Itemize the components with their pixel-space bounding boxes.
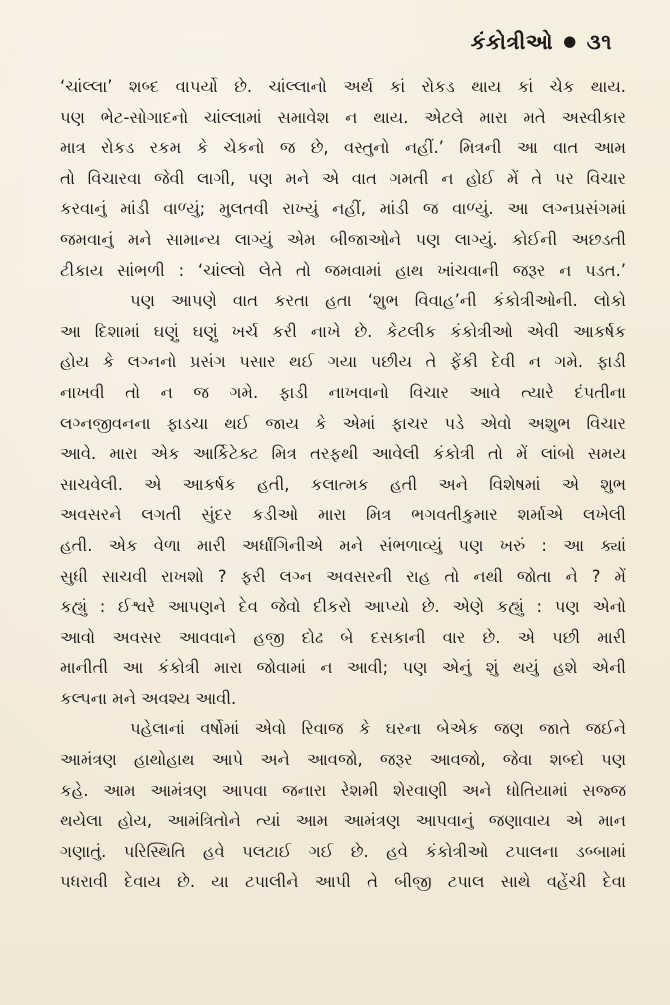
text-line: જમવાનું મને સામાન્ય લાગ્યું એમ બીજાઓને પણ લાગ્યું. કોઈની અછડતી [60, 229, 626, 249]
text-line: સુધી સાચવી રાખશો ? ફરી લગ્ન અવસરની રાહ તો નથી જોતા ને ? મેં [60, 566, 626, 586]
text-line: પધરાવી દેવાય છે. યા ટપાલીને આપી તે બીજી ટપાલ સાથે વહેંચી દેવા [60, 872, 626, 892]
text-line: ગણાતું. પરિસ્થિતિ હવે પલટાઈ ગઈ છે. હવે કંકોત્રીઓ ટપાલના ડબ્બામાં [60, 841, 626, 861]
text-line: પણ ભેટ-સોગાદનો ચાંલ્લામાં સમાવેશ ન થાય. એટલે મારા મતે અસ્વીકાર [60, 107, 626, 127]
text-line: પણ આપણે વાત કરતા હતા ‘શુભ વિવાહ’ની કંકોત્રીઓની. લોકો [130, 291, 626, 311]
text-line: માત્ર રોકડ રકમ કે ચેકનો જ છે, વસ્તુનો નહીં.’ મિત્રની આ વાત આમ [60, 138, 626, 158]
text-line: થયેલા હોય, આમંત્રિતોને ત્યાં આમ આમંત્રણ આપવાનું જણાવાય એ માન [60, 811, 626, 831]
text-line: આમંત્રણ હાથોહાથ આપે અને આવજો, જરૂર આવજો, જેવા શબ્દો પણ [60, 750, 626, 770]
chapter-title: કંકોત્રીઓ [470, 30, 554, 54]
text-line: અવસરને લગતી સુંદર કડીઓ મારા મિત્ર ભગવતીકુમાર શર્માએ લખેલી [60, 505, 626, 525]
text-line: કરવાનું માંડી વાળ્યું; મુલતવી રાખ્યું નહીં, માંડી જ વાળ્યું. આ લગ્નપ્રસંગમાં [60, 199, 626, 219]
text-line: કલ્પના મને અવશ્ય આવી. [60, 688, 237, 708]
text-line: લગ્નજીવનના ફાડચા થઈ જાય કે એમાં ફાચર પડે એવો અશુભ વિચાર [60, 413, 626, 433]
text-line: નાખવી તો ન જ ગમે. ફાડી નાખવાનો વિચાર આવે ત્યારે દંપતીના [60, 382, 626, 402]
text-line: હતી. એક વેળા મારી અર્ધાંગિનીએ મને સંભળાવ્યું પણ ખરું : આ ક્યાં [60, 535, 626, 555]
page-header [471, 30, 612, 55]
text-line: ‘ચાંલ્લા’ શબ્દ વાપર્યો છે. ચાંલ્લાનો અર્થ કાં રોકડ થાય કાં ચેક થાય. [60, 77, 626, 96]
text-line: કહ્યું : ઈશ્વરે આપણને દેવ જેવો દીકરો આપ્યો છે. એણે કહ્યું : પણ એનો [60, 597, 626, 617]
page-body-text [60, 72, 626, 898]
text-line: પહેલાનાં વર્ષોમાં એવો રિવાજ કે ઘરના બેએક જણ જાતે જઈને [130, 719, 626, 739]
text-line: માનીતી આ કંકોત્રી મારા જોવામાં ન આવી; પણ એનું શું થયું હશે એની [60, 658, 626, 678]
text-line: સાચવેલી. એ આકર્ષક હતી, કલાત્મક હતી અને વિશેષમાં એ શુભ [60, 474, 626, 494]
bullet-separator: ● [563, 32, 577, 50]
text-line: આ દિશામાં ઘણું ઘણું ખર્ચ કરી નાખે છે. કેટલીક કંકોત્રીઓ એવી આકર્ષક [60, 321, 626, 341]
text-line: તો વિચારવા જેવી લાગી, પણ મને એ વાત ગમતી ન હોઈ મેં તે પર વિચાર [60, 168, 626, 188]
text-line: આવે. મારા એક આર્કિટેક્ટ મિત્ર તરફથી આવેલી કંકોત્રી તો મેં લાંબો સમય [60, 444, 626, 464]
text-line: હોય કે લગ્નનો પ્રસંગ પસાર થઈ ગયા પછીય તે ફેંકી દેવી ન ગમે. ફાડી [60, 352, 626, 372]
text-line: ટીકાય સાંભળી : ‘ચાંલ્લો લેતે તો જમવામાં હાથ ખાંચવાની જરૂર ન પડત.’ [60, 260, 626, 280]
text-line: આવો અવસર આવવાને હજી દોઢ બે દસકાની વાર છે. એ પછી મારી [60, 627, 626, 647]
page-number: ૩૧ [586, 30, 612, 54]
text-line: કહે. આમ આમંત્રણ આપવા જનારા રેશમી શેરવાણી અને ધોતિયામાં સજ્જ [60, 780, 626, 800]
